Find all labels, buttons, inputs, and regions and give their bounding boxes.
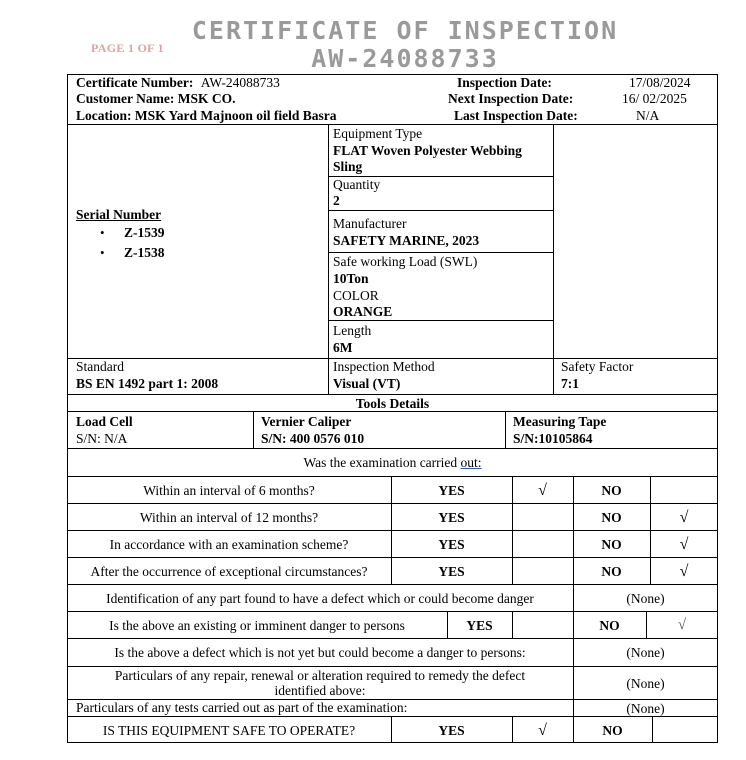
bullet-dot: • [100,225,105,240]
vernier-sn: S/N: 400 0576 010 [261,431,365,446]
quantity-value: 2 [333,193,340,208]
defect-identification-value: (None) [626,590,665,606]
future-danger-value: (None) [626,645,665,660]
safe-to-operate-question: IS THIS EQUIPMENT SAFE TO OPERATE? [102,722,356,738]
exam-row-yes: YES [438,482,465,498]
safe-no: NO [602,722,623,738]
load-cell-sn: S/N: N/A [76,431,128,446]
header-customer-row [76,91,236,107]
cert-number-value: AW-24088733 [200,75,280,90]
danger-no: NO [599,617,620,633]
length-label: Length [333,323,372,338]
certificate-number-title: AW-24088733 [311,44,499,73]
equipment-type-value-cont: Sling [333,159,363,174]
exam-row-yes: YES [438,563,465,579]
vernier-label: Vernier Caliper [261,414,352,429]
cert-number-label: Certificate Number: [76,75,194,90]
exam-row-no: NO [601,482,622,498]
safe-yes: YES [438,722,465,738]
manufacturer-label: Manufacturer [333,216,407,231]
tests-value: (None) [626,700,665,716]
length-value: 6M [333,340,353,355]
tape-label: Measuring Tape [513,414,607,429]
standard-value: BS EN 1492 part 1: 2008 [76,376,219,391]
color-value: ORANGE [333,304,393,319]
exam-row-question: After the occurrence of exceptional circumstances? [90,563,368,579]
inspection-method-value: Visual (VT) [333,376,401,391]
exam-row-no: NO [601,563,622,579]
certificate-title: CERTIFICATE OF INSPECTION [191,16,619,45]
load-cell-label: Load Cell [76,414,133,429]
exam-row-yes-check [512,558,573,584]
future-danger-question: Is the above a defect which is not yet but could become a danger to persons: [114,645,526,660]
repair-question [67,667,573,699]
exam-row-no-check: √ [679,508,689,526]
serial-item: Z-1539 [124,225,165,240]
defect-identification: Identification of any part found to have a defect which or could become danger [106,590,534,606]
repair-question-line1: Particulars of any repair, renewal or alteration required to remedy the defect [114,668,526,683]
exam-question [67,449,718,476]
quantity-label: Quantity [333,177,381,192]
exam-row-no: NO [601,536,622,552]
tools-heading: Tools Details [355,395,430,411]
location-value: MSK Yard Majnoon oil field Basra [134,108,337,123]
last-date-label: Last Inspection Date: [454,108,578,123]
repair-question-line2: identified above: [274,683,366,698]
exam-row-no-check: √ [679,535,689,553]
exam-row-question: Within an interval of 6 months? [143,482,315,498]
exam-row-yes: YES [438,509,465,525]
exam-row-no-check [650,477,718,503]
safety-factor-label: Safety Factor [561,359,634,374]
danger-no-check: √ [677,616,687,633]
page-label: PAGE 1 OF 1 [91,41,164,55]
bullet-dot: • [100,245,105,260]
customer-label: Customer Name: [76,91,175,106]
exam-row-yes-check [512,504,573,530]
inspection-date-label: Inspection Date: [457,75,552,90]
next-date-label: Next Inspection Date: [448,91,574,106]
danger-yes: YES [466,617,493,633]
exam-question-text: Was the examination carried [303,455,461,470]
exam-question-underlined: out: [460,455,482,470]
color-label: COLOR [333,288,379,303]
repair-value: (None) [626,675,665,691]
exam-row-no-check: √ [679,562,689,580]
header-cert-row [76,75,280,91]
manufacturer-value: SAFETY MARINE, 2023 [333,233,480,248]
exam-row-question: Within an interval of 12 months? [139,509,319,525]
safe-yes-check: √ [538,721,547,739]
inspection-date-value: 17/08/2024 [629,75,691,90]
tape-sn: S/N:10105864 [513,431,593,446]
exam-row-yes-check [512,531,573,557]
exam-row-yes-check: √ [538,481,547,499]
swl-value: 10Ton [333,271,369,286]
equipment-type-value: FLAT Woven Polyester Webbing [333,143,522,158]
exam-row-question: In accordance with an examination scheme? [109,536,349,552]
swl-label: Safe working Load (SWL) [333,254,478,269]
exam-row-no: NO [601,509,622,525]
customer-value: MSK CO. [177,91,236,106]
equipment-type-label: Equipment Type [333,126,423,141]
last-date-value: N/A [636,108,660,123]
danger-question: Is the above an existing or imminent danger to persons [109,617,405,633]
tests-question: Particulars of any tests carried out as part of the examination: [76,700,408,715]
serial-item: Z-1538 [124,245,165,260]
next-date-value: 16/ 02/2025 [622,91,687,106]
standard-label: Standard [76,359,124,374]
exam-row-yes: YES [438,536,465,552]
location-label: Location: [76,108,132,123]
safety-factor-value: 7:1 [561,376,579,391]
serial-number-label: Serial Number [76,207,162,222]
header-location-row [76,108,337,124]
inspection-method-label: Inspection Method [333,359,435,374]
